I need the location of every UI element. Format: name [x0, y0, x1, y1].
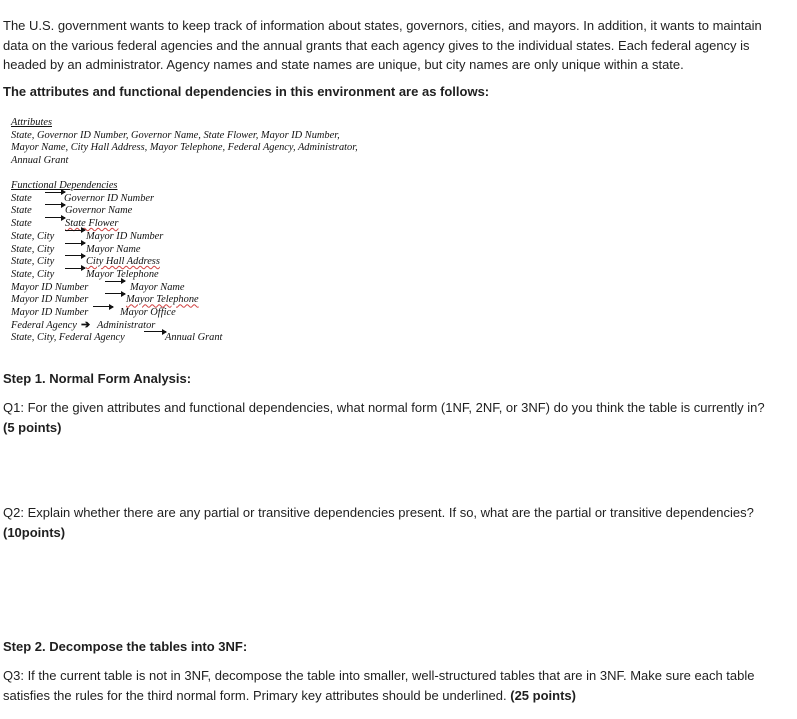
arrow-icon — [65, 230, 85, 231]
fd-lhs: Mayor ID Number — [11, 294, 89, 306]
question-2 — [3, 503, 775, 542]
attributes-line-1: State, Governor ID Number, Governor Name, State Flower, Mayor ID Number, — [11, 129, 340, 141]
question-2-text: Q2: Explain whether there are any partial or transitive dependencies present. If so, what are the partial or transitive dependencies? — [3, 505, 754, 520]
fd-rhs: Mayor Telephone — [86, 268, 159, 280]
arrow-icon — [65, 268, 85, 269]
question-3-points: (25 points) — [510, 687, 576, 703]
fd-figure — [11, 179, 271, 349]
arrow-icon — [144, 331, 166, 332]
fd-rhs: Mayor Name — [130, 281, 185, 293]
attributes-heading: The attributes and functional dependencies in this environment are as follows: — [3, 84, 490, 99]
attributes-line-3: Annual Grant — [11, 154, 69, 166]
fd-lhs: State, City, Federal Agency — [11, 332, 125, 344]
intro-paragraph: The U.S. government wants to keep track of information about states, governors, cities, and mayors. In addition, it wants to maintain data on the various federal agencies and the annual grants that each agency gives to the individual states. Each federal agency is headed by an administrator. Agency names and state names are unique, but city names are only unique within a state. — [3, 18, 762, 72]
question-1-points: (5 points) — [3, 419, 62, 435]
fd-rhs: State Flower — [65, 218, 119, 230]
fd-rhs: Mayor ID Number — [86, 230, 164, 242]
step1-heading: Step 1. Normal Form Analysis: — [3, 371, 192, 386]
fd-lhs: State, City — [11, 243, 55, 255]
fd-lhs: State — [11, 218, 32, 230]
arrow-icon — [65, 243, 85, 244]
fd-lhs: State, City — [11, 256, 55, 268]
arrow-icon — [65, 255, 85, 256]
arrow-icon — [105, 281, 125, 282]
fd-rhs: Mayor Office — [120, 307, 176, 318]
arrow-icon — [45, 192, 65, 193]
attributes-line-2: Mayor Name, City Hall Address, Mayor Telephone, Federal Agency, Administrator, — [11, 142, 358, 153]
fd-rhs: Mayor Telephone — [126, 294, 199, 306]
arrow-icon — [45, 217, 65, 218]
arrow-icon — [105, 293, 125, 294]
bold-arrow-icon: ➔ — [81, 318, 91, 331]
arrow-icon — [93, 306, 113, 307]
fd-rhs: Administrator — [97, 319, 156, 331]
question-1-text: Q1: For the given attributes and functional dependencies, what normal form (1NF, 2NF, or 3NF) do you think the table is currently in? — [3, 400, 765, 415]
fd-rhs: Annual Grant — [165, 332, 223, 344]
fd-lhs: State — [11, 205, 32, 217]
fd-lhs: Mayor ID Number — [11, 307, 89, 318]
question-1 — [3, 398, 775, 437]
attributes-title: Attributes — [11, 117, 52, 128]
step2-heading: Step 2. Decompose the tables into 3NF: — [3, 639, 248, 654]
question-3-text: Q3: If the current table is not in 3NF, decompose the table into smaller, well-structured tables that are in 3NF. Make sure each table satisfies the rules for the third normal form. Primary key attributes should be underlined. — [3, 668, 755, 703]
question-2-points: (10points) — [3, 524, 66, 540]
fd-lhs: State — [11, 192, 32, 204]
fd-lhs: State, City — [11, 268, 55, 280]
question-3 — [3, 666, 775, 705]
fd-lhs: Federal Agency — [11, 319, 77, 331]
fd-rhs: City Hall Address — [86, 256, 160, 268]
fd-title: Functional Dependencies — [11, 180, 118, 191]
fd-rhs: Governor Name — [65, 205, 133, 217]
fd-rhs: Mayor Name — [86, 243, 141, 255]
arrow-icon — [45, 204, 65, 205]
fd-lhs: Mayor ID Number — [11, 281, 89, 293]
fd-lhs: State, City — [11, 230, 55, 242]
fd-rhs: Governor ID Number — [64, 192, 155, 204]
